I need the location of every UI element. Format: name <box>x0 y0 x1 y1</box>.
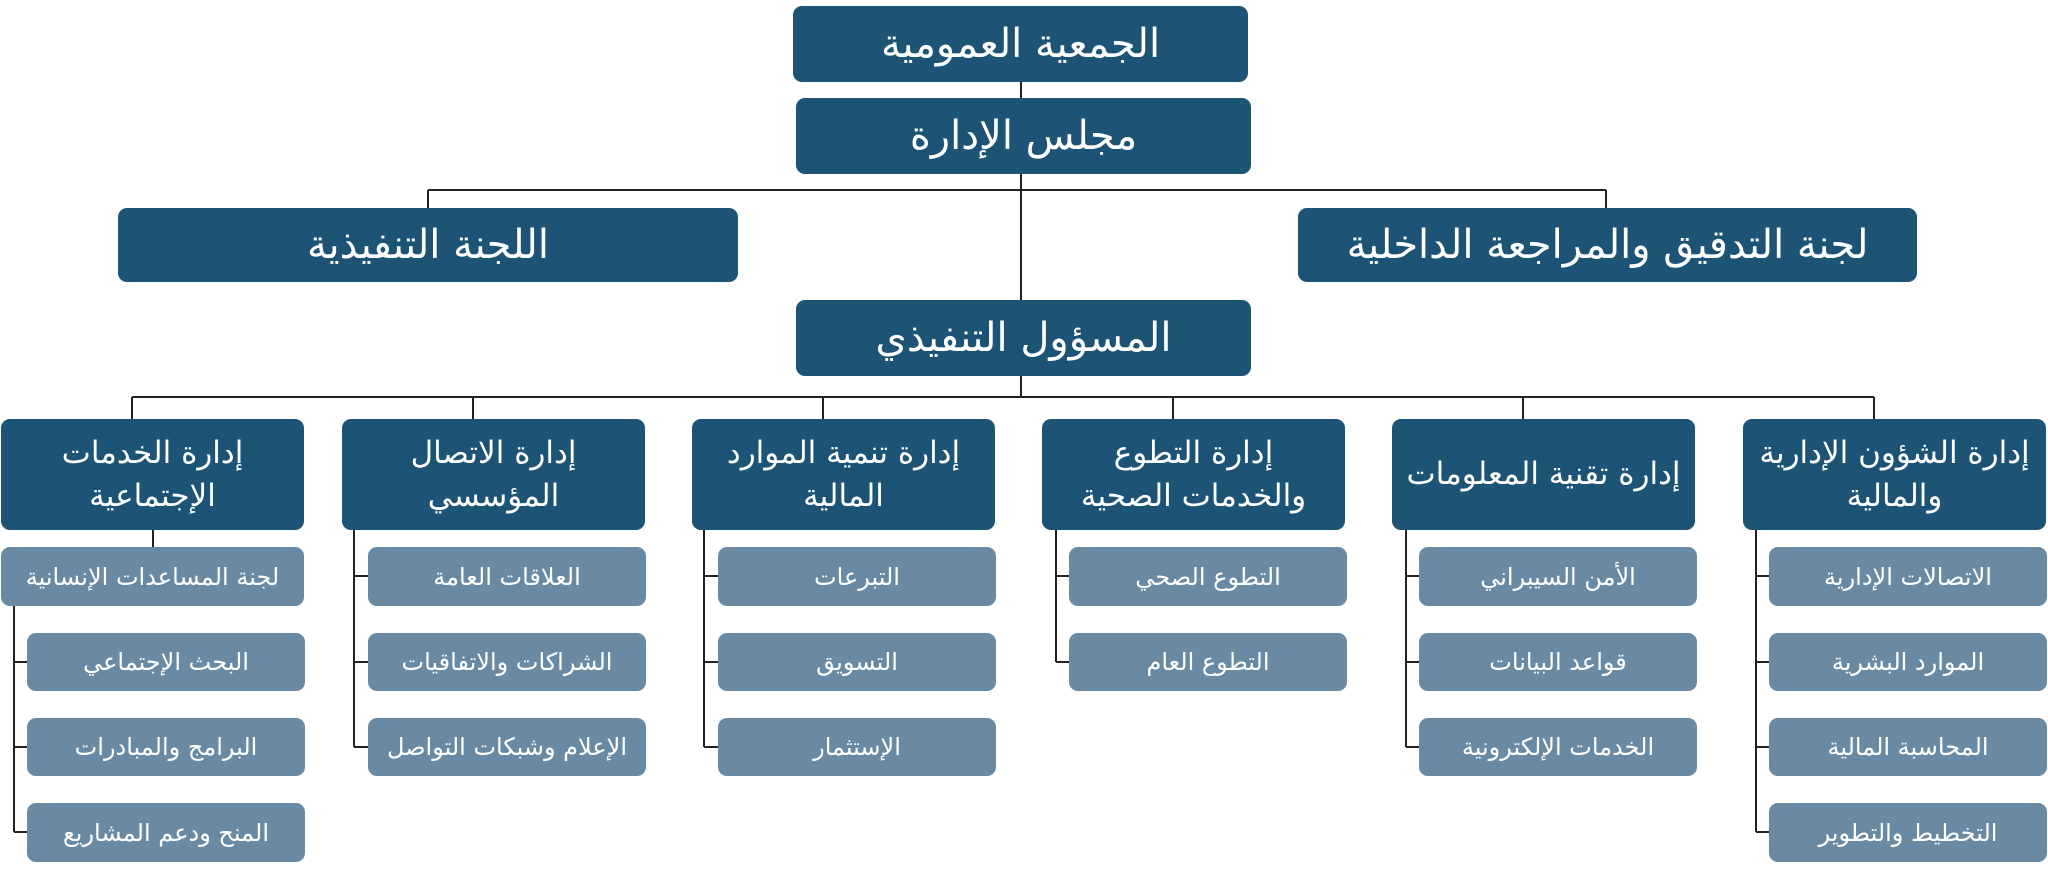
unit-cybersecurity: الأمن السيبراني <box>1419 547 1697 606</box>
unit-human-resources: الموارد البشرية <box>1769 633 2047 691</box>
executive-committee-box: اللجنة التنفيذية <box>118 208 738 282</box>
unit-public-relations: العلاقات العامة <box>368 547 646 606</box>
unit-e-services: الخدمات الإلكترونية <box>1419 718 1697 776</box>
unit-financial-accounting: المحاسبة المالية <box>1769 718 2047 776</box>
unit-databases: قواعد البيانات <box>1419 633 1697 691</box>
board-box: مجلس الإدارة <box>796 98 1251 174</box>
ceo-box: المسؤول التنفيذي <box>796 300 1251 376</box>
department-administrative-financial: إدارة الشؤون الإدارية والمالية <box>1743 419 2046 530</box>
department-volunteering-health: إدارة التطوع والخدمات الصحية <box>1042 419 1345 530</box>
unit-planning-development: التخطيط والتطوير <box>1769 803 2047 862</box>
unit-grants-project-support: المنح ودعم المشاريع <box>27 803 305 862</box>
department-corporate-communication: إدارة الاتصال المؤسسي <box>342 419 645 530</box>
general-assembly-box: الجمعية العمومية <box>793 6 1248 82</box>
department-social-services: إدارة الخدمات الإجتماعية <box>1 419 304 530</box>
unit-humanitarian-aid-committee: لجنة المساعدات الإنسانية <box>1 547 304 606</box>
department-information-technology: إدارة تقنية المعلومات <box>1392 419 1695 530</box>
unit-social-research: البحث الإجتماعي <box>27 633 305 691</box>
department-financial-resources: إدارة تنمية الموارد المالية <box>692 419 995 530</box>
unit-investment: الإستثمار <box>718 718 996 776</box>
unit-general-volunteering: التطوع العام <box>1069 633 1347 691</box>
unit-marketing: التسويق <box>718 633 996 691</box>
unit-administrative-communications: الاتصالات الإدارية <box>1769 547 2047 606</box>
unit-programs-initiatives: البرامج والمبادرات <box>27 718 305 776</box>
audit-committee-box: لجنة التدقيق والمراجعة الداخلية <box>1298 208 1917 282</box>
unit-health-volunteering: التطوع الصحي <box>1069 547 1347 606</box>
unit-media-social-networks: الإعلام وشبكات التواصل <box>368 718 646 776</box>
unit-partnerships-agreements: الشراكات والاتفاقيات <box>368 633 646 691</box>
unit-donations: التبرعات <box>718 547 996 606</box>
